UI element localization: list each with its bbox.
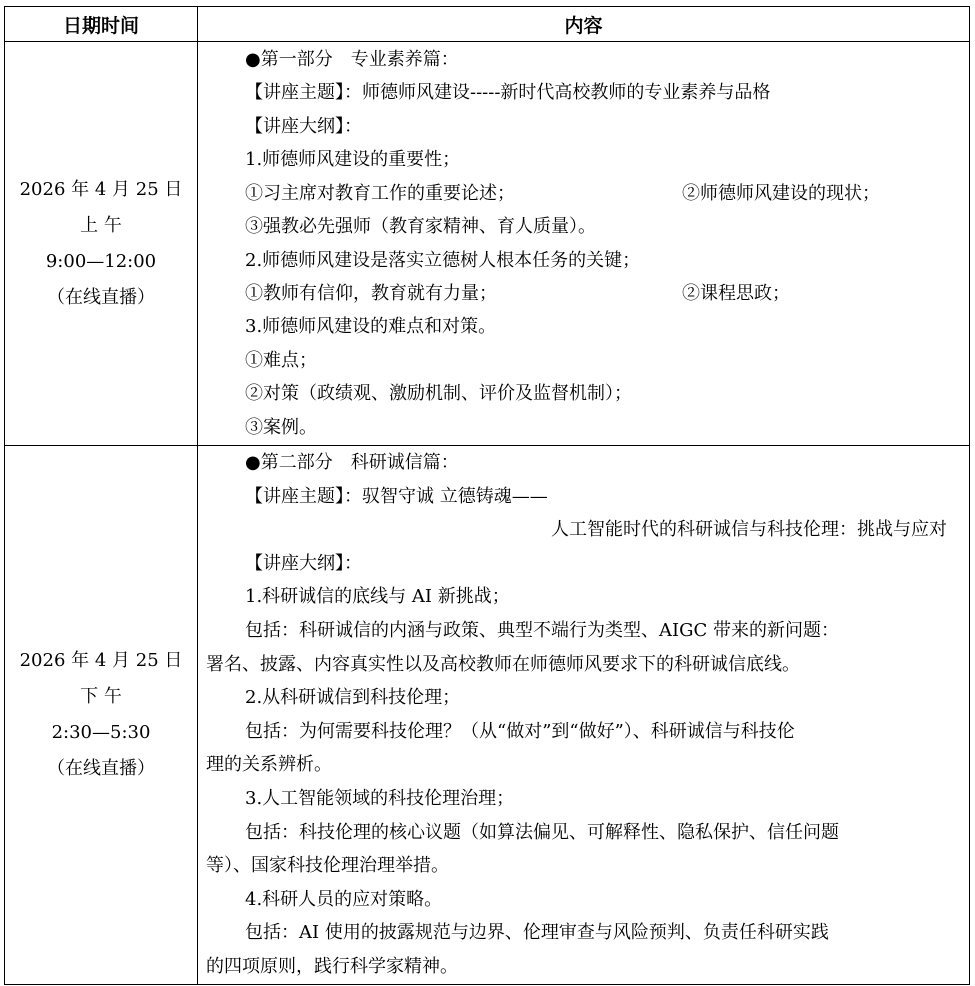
schedule-table (4, 6, 970, 985)
outline-item: ②课程思政； (682, 282, 790, 304)
delivery-mode: （在线直播） (47, 286, 155, 308)
time-range: 2:30—5:30 (51, 721, 151, 743)
outline-item: 1.科研诚信的底线与 AI 新挑战； (245, 586, 510, 608)
time-range: 9:00—12:00 (45, 250, 157, 272)
date-line: 2026 年 4 月 25 日 (19, 178, 183, 200)
outline-item: ②师德师风建设的现状； (682, 182, 880, 204)
part-title: ●第一部分 专业素养篇： (245, 49, 459, 71)
date-line: 2026 年 4 月 25 日 (19, 649, 183, 671)
outline-label: 【讲座大纲】： (245, 115, 362, 137)
outline-detail: 包括：科技伦理的核心议题（如算法偏见、可解释性、隐私保护、信任问题 (245, 821, 839, 843)
outline-detail: 包括：科研诚信的内涵与政策、典型不端行为类型、AIGC 带来的新问题： (245, 619, 839, 641)
session-date-morning (5, 42, 198, 446)
outline-item: 2.师德师风建设是落实立德树人根本任务的关键； (245, 249, 641, 271)
outline-item: 1.师德师风建设的重要性； (245, 149, 461, 171)
header-row (5, 7, 970, 42)
outline-detail: 包括：为何需要科技伦理？（从“做对”到“做好”）、科研诚信与科技伦 (245, 720, 795, 742)
theme-label: 【讲座主题】： (245, 82, 362, 104)
outline-item: ②对策（政绩观、激励机制、评价及监督机制）； (245, 383, 632, 405)
outline-item: ③案例。 (245, 416, 317, 438)
session-content-morning (198, 42, 970, 446)
outline-detail-cont: 理的关系辨析。 (206, 754, 332, 776)
header-content: 内容 (198, 7, 970, 42)
theme-text: 师德师风建设-----新时代高校教师的专业素养与品格 (362, 82, 771, 104)
outline-item: ③强教必先强师（教育家精神、育人质量）。 (245, 216, 596, 238)
theme-subtitle: 人工智能时代的科研诚信与科技伦理：挑战与应对 (551, 519, 947, 541)
session-content-afternoon (198, 446, 970, 985)
outline-detail-cont: 等）、国家科技伦理治理举措。 (206, 855, 449, 877)
delivery-mode: （在线直播） (47, 757, 155, 779)
outline-item: 3.师德师风建设的难点和对策。 (245, 316, 497, 338)
theme-label: 【讲座主题】： (245, 485, 362, 507)
part-title: ●第二部分 科研诚信篇： (245, 452, 459, 473)
outline-item: ①难点； (245, 349, 317, 371)
outline-item: 4.科研人员的应对策略。 (245, 888, 443, 910)
outline-detail-cont: 署名、披露、内容真实性以及高校教师在师德师风要求下的科研诚信底线。 (206, 653, 800, 675)
session-row-afternoon (5, 446, 970, 985)
header-date: 日期时间 (5, 7, 198, 42)
theme-text: 驭智守诚 立德铸魂—— (362, 485, 548, 507)
time-period: 下 午 (80, 685, 122, 707)
outline-item: 2.从科研诚信到科技伦理； (245, 687, 461, 709)
outline-label: 【讲座大纲】： (245, 552, 362, 574)
outline-item: ①教师有信仰，教育就有力量； (245, 282, 497, 304)
outline-item-pair (198, 277, 969, 310)
outline-detail-cont: 的四项原则，践行科学家精神。 (206, 955, 458, 977)
outline-item: ①习主席对教育工作的重要论述； (245, 182, 515, 204)
time-period: 上 午 (80, 214, 122, 236)
theme-line (198, 480, 969, 514)
outline-detail: 包括：AI 使用的披露规范与边界、伦理审查与风险预判、负责任科研实践 (245, 922, 829, 944)
session-row-morning (5, 42, 970, 446)
outline-item-pair (198, 177, 969, 210)
session-date-afternoon (5, 446, 198, 985)
outline-item: 3.人工智能领域的科技伦理治理； (245, 787, 515, 809)
theme-line (198, 76, 969, 109)
